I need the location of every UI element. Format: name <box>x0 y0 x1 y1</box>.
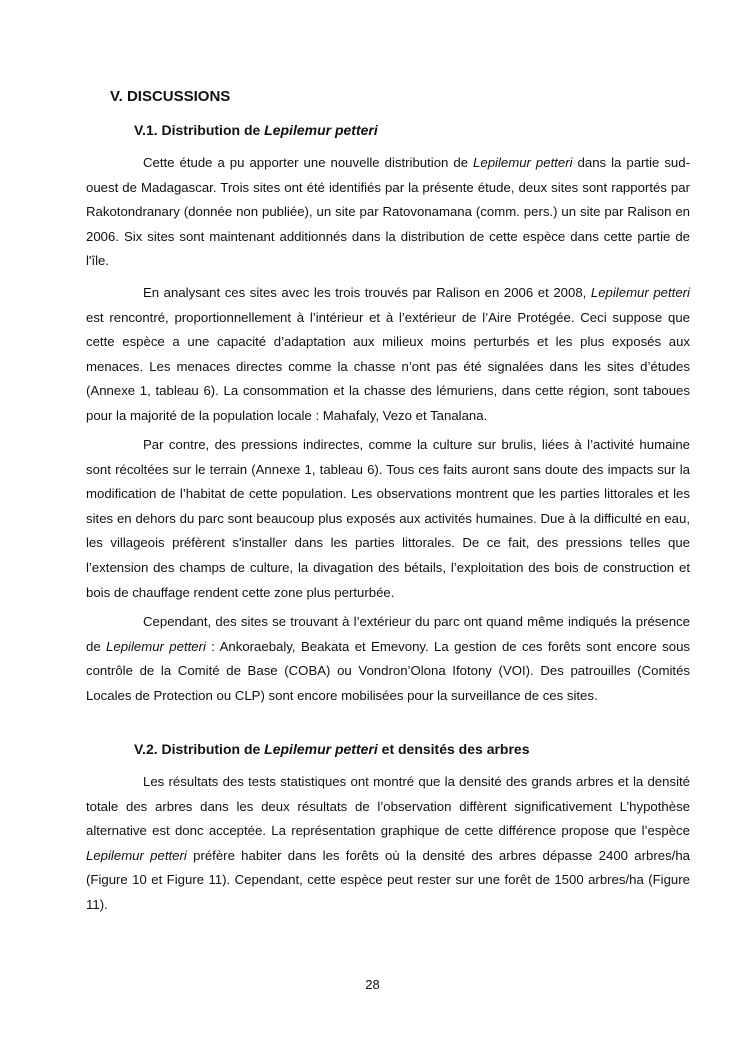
paragraph-text: Cependant, des sites se trouvant à l’extérieur du parc ont quand même indiqués la présence de <box>86 614 690 654</box>
species-name: Lepilemur petteri <box>86 847 187 863</box>
species-name: Lepilemur petteri <box>106 638 206 654</box>
subsection-suffix: et densités des arbres <box>377 741 530 757</box>
species-name: Lepilemur petteri <box>264 741 378 757</box>
page-number: 28 <box>365 977 380 992</box>
paragraph-text: Les résultats des tests statistiques ont montré que la densité des grands arbres et la densité totale des arbres dans les deux résultats de l’observation diffèrent significativement L’hypothèse alternative est donc acceptée. La représentation graphique de cette différence propose que l’espèce <box>86 774 690 839</box>
species-name: Lepilemur petteri <box>590 285 690 300</box>
subsection-title-v1 <box>134 122 378 138</box>
paragraph-text: : Ankoraebaly, Beakata et Emevony. La gestion de ces forêts sont encore sous contrôle de la Comité de Base (COBA) ou Vondron’Olona Ifotony (VOI). Des patrouilles (Comités Locales de Protection ou CLP) sont encore mobilisées pour la surveillance de ces sites. <box>86 638 690 703</box>
paragraph-5 <box>86 770 690 918</box>
paragraph-text: En analysant ces sites avec les trois trouvés par Ralison en 2006 et 2008, <box>143 285 591 300</box>
paragraph-text: Cette étude a pu apporter une nouvelle distribution de <box>143 155 474 170</box>
paragraph-1 <box>86 151 690 274</box>
paragraph-text: préfère habiter dans les forêts où la densité des arbres dépasse 2400 arbres/ha (Figure 10 et Figure 11). Cependant, cette espèce peut rester sur une forêt de 1500 arbres/ha (Figure 11). <box>86 847 690 912</box>
subsection-prefix: V.2. Distribution de <box>134 741 265 757</box>
paragraph-text: Par contre, des pressions indirectes, comme la culture sur brulis, liées à l’activité humaine sont récoltées sur le terrain (Annexe 1, tableau 6). Tous ces faits auront sans doute des impacts sur la modification de l’habitat de cette population. Les observations montrent que les parties littorales et les sites en dehors du parc sont beaucoup plus exposés aux activités humaines. Due à la difficulté en eau, les villageois préfèrent s'installer dans les parties littorales. De ce fait, des pressions telles que l’extension des champs de culture, la divagation des bétails, l’exploitation des bois de construction et bois de chauffage rendent cette zone plus perturbée. <box>86 437 690 600</box>
paragraph-text: est rencontré, proportionnellement à l’intérieur et à l’extérieur de l’Aire Protégée. Ceci suppose que cette espèce a une capacité d’adaptation aux milieux moins perturbés et les plus exposés aux menaces. Les menaces directes comme la chasse n’ont pas été signalées dans les sites d’études (Annexe 1, tableau 6). La consommation et la chasse des lémuriens, dans cette région, sont taboues pour la majorité de la population locale : Mahafaly, Vezo et Tanalana. <box>86 309 690 423</box>
paragraph-4 <box>86 610 690 708</box>
subsection-prefix: V.1. Distribution de <box>134 122 265 138</box>
subsection-title-v2 <box>134 741 530 757</box>
species-name: Lepilemur petteri <box>473 155 573 170</box>
paragraph-text: dans la partie sud-ouest de Madagascar. Trois sites ont été identifiés par la présente étude, deux sites sont rapportés par Rakotondranary (donnée non publiée), un site par Ratovonamana (comm. pers.) un site par Ralison en 2006. Six sites sont maintenant additionnés dans la distribution de cette espèce dans cette partie de l'île. <box>86 155 690 269</box>
paragraph-3 <box>86 433 690 605</box>
species-name: Lepilemur petteri <box>264 122 378 138</box>
paragraph-2 <box>86 281 690 429</box>
section-title: V. DISCUSSIONS <box>110 88 231 105</box>
